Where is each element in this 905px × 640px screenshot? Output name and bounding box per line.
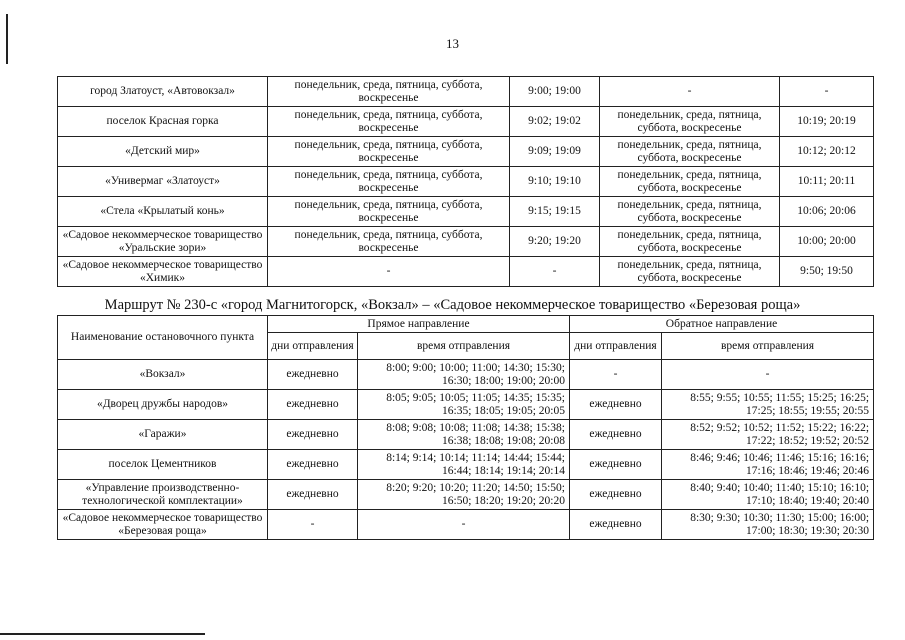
- table-row: [58, 510, 874, 540]
- forward-time: 8:08; 9:08; 10:08; 11:08; 14:38; 15:38; 16:38; 18:08; 19:08; 20:08: [358, 420, 570, 450]
- forward-time: 8:05; 9:05; 10:05; 11:05; 14:35; 15:35; 16:35; 18:05; 19:05; 20:05: [358, 390, 570, 420]
- stop-name: «Садовое некоммерческое товарищество «Березовая роща»: [58, 510, 268, 540]
- forward-days: понедельник, среда, пятница, суббота, воскресенье: [268, 107, 510, 137]
- stop-name: «Универмаг «Златоуст»: [58, 167, 268, 197]
- header-forward-days: дни отправления: [268, 333, 358, 360]
- forward-time: 8:00; 9:00; 10:00; 11:00; 14:30; 15:30; 16:30; 18:00; 19:00; 20:00: [358, 360, 570, 390]
- table-row: [58, 480, 874, 510]
- table-row: [58, 420, 874, 450]
- backward-days: -: [570, 360, 662, 390]
- forward-time: 9:02; 19:02: [510, 107, 600, 137]
- route-title: Маршрут № 230-с «город Магнитогорск, «Вокзал» – «Садовое некоммерческое товарищество «Березовая роща»: [104, 297, 801, 313]
- backward-time: 10:19; 20:19: [780, 107, 874, 137]
- header-backward: Обратное направление: [570, 316, 874, 333]
- table-row: [58, 197, 874, 227]
- forward-days: понедельник, среда, пятница, суббота, воскресенье: [268, 167, 510, 197]
- backward-days: понедельник, среда, пятница, суббота, воскресенье: [600, 227, 780, 257]
- schedule-table-continued: [57, 76, 874, 287]
- table-row: [58, 167, 874, 197]
- forward-time: 8:14; 9:14; 10:14; 11:14; 14:44; 15:44; 16:44; 18:14; 19:14; 20:14: [358, 450, 570, 480]
- table-row: [58, 450, 874, 480]
- backward-days: ежедневно: [570, 510, 662, 540]
- backward-days: понедельник, среда, пятница, суббота, воскресенье: [600, 167, 780, 197]
- table-row: [58, 107, 874, 137]
- stop-name: «Детский мир»: [58, 137, 268, 167]
- table-row: [58, 77, 874, 107]
- backward-days: ежедневно: [570, 480, 662, 510]
- backward-days: понедельник, среда, пятница, суббота, воскресенье: [600, 107, 780, 137]
- table-row: [58, 137, 874, 167]
- backward-time: 8:30; 9:30; 10:30; 11:30; 15:00; 16:00; 17:00; 18:30; 19:30; 20:30: [662, 510, 874, 540]
- forward-time: -: [358, 510, 570, 540]
- backward-time: 8:40; 9:40; 10:40; 11:40; 15:10; 16:10; 17:10; 18:40; 19:40; 20:40: [662, 480, 874, 510]
- forward-time: 9:09; 19:09: [510, 137, 600, 167]
- table-row: [58, 227, 874, 257]
- header-forward-time: время отправления: [358, 333, 570, 360]
- schedule-table-route-230: [57, 315, 874, 540]
- backward-time: 8:46; 9:46; 10:46; 11:46; 15:16; 16:16; 17:16; 18:46; 19:46; 20:46: [662, 450, 874, 480]
- stop-name: поселок Цементников: [58, 450, 268, 480]
- forward-days: -: [268, 510, 358, 540]
- backward-time: 8:52; 9:52; 10:52; 11:52; 15:22; 16:22; 17:22; 18:52; 19:52; 20:52: [662, 420, 874, 450]
- forward-time: 9:00; 19:00: [510, 77, 600, 107]
- backward-time: 10:00; 20:00: [780, 227, 874, 257]
- forward-days: ежедневно: [268, 360, 358, 390]
- page-number: 13: [446, 36, 459, 51]
- forward-days: -: [268, 257, 510, 287]
- backward-time: 10:12; 20:12: [780, 137, 874, 167]
- backward-days: ежедневно: [570, 390, 662, 420]
- backward-days: понедельник, среда, пятница, суббота, воскресенье: [600, 197, 780, 227]
- stop-name: поселок Красная горка: [58, 107, 268, 137]
- backward-time: -: [662, 360, 874, 390]
- backward-time: 10:11; 20:11: [780, 167, 874, 197]
- backward-days: понедельник, среда, пятница, суббота, воскресенье: [600, 257, 780, 287]
- forward-days: понедельник, среда, пятница, суббота, воскресенье: [268, 227, 510, 257]
- stop-name: «Дворец дружбы народов»: [58, 390, 268, 420]
- forward-time: 9:10; 19:10: [510, 167, 600, 197]
- backward-time: 9:50; 19:50: [780, 257, 874, 287]
- forward-days: понедельник, среда, пятница, суббота, воскресенье: [268, 197, 510, 227]
- stop-name: «Вокзал»: [58, 360, 268, 390]
- stop-name: «Управление производственно-технологической комплектации»: [58, 480, 268, 510]
- table-row: [58, 257, 874, 287]
- backward-days: -: [600, 77, 780, 107]
- forward-days: понедельник, среда, пятница, суббота, воскресенье: [268, 77, 510, 107]
- forward-days: ежедневно: [268, 390, 358, 420]
- header-backward-days: дни отправления: [570, 333, 662, 360]
- header-stop: Наименование остановочного пункта: [58, 316, 268, 360]
- forward-time: 9:20; 19:20: [510, 227, 600, 257]
- stop-name: город Златоуст, «Автовокзал»: [58, 77, 268, 107]
- backward-time: 8:55; 9:55; 10:55; 11:55; 15:25; 16:25; 17:25; 18:55; 19:55; 20:55: [662, 390, 874, 420]
- header-backward-time: время отправления: [662, 333, 874, 360]
- forward-days: понедельник, среда, пятница, суббота, воскресенье: [268, 137, 510, 167]
- forward-days: ежедневно: [268, 480, 358, 510]
- header-row: [58, 316, 874, 333]
- backward-days: понедельник, среда, пятница, суббота, воскресенье: [600, 137, 780, 167]
- forward-days: ежедневно: [268, 420, 358, 450]
- forward-time: -: [510, 257, 600, 287]
- forward-time: 9:15; 19:15: [510, 197, 600, 227]
- forward-time: 8:20; 9:20; 10:20; 11:20; 14:50; 15:50; 16:50; 18:20; 19:20; 20:20: [358, 480, 570, 510]
- backward-days: ежедневно: [570, 450, 662, 480]
- stop-name: «Садовое некоммерческое товарищество «Уральские зори»: [58, 227, 268, 257]
- page-edge-line: [0, 633, 205, 635]
- stop-name: «Садовое некоммерческое товарищество «Химик»: [58, 257, 268, 287]
- stop-name: «Гаражи»: [58, 420, 268, 450]
- backward-time: 10:06; 20:06: [780, 197, 874, 227]
- header-forward: Прямое направление: [268, 316, 570, 333]
- stop-name: «Стела «Крылатый конь»: [58, 197, 268, 227]
- backward-days: ежедневно: [570, 420, 662, 450]
- forward-days: ежедневно: [268, 450, 358, 480]
- table-row: [58, 360, 874, 390]
- table-row: [58, 390, 874, 420]
- backward-time: -: [780, 77, 874, 107]
